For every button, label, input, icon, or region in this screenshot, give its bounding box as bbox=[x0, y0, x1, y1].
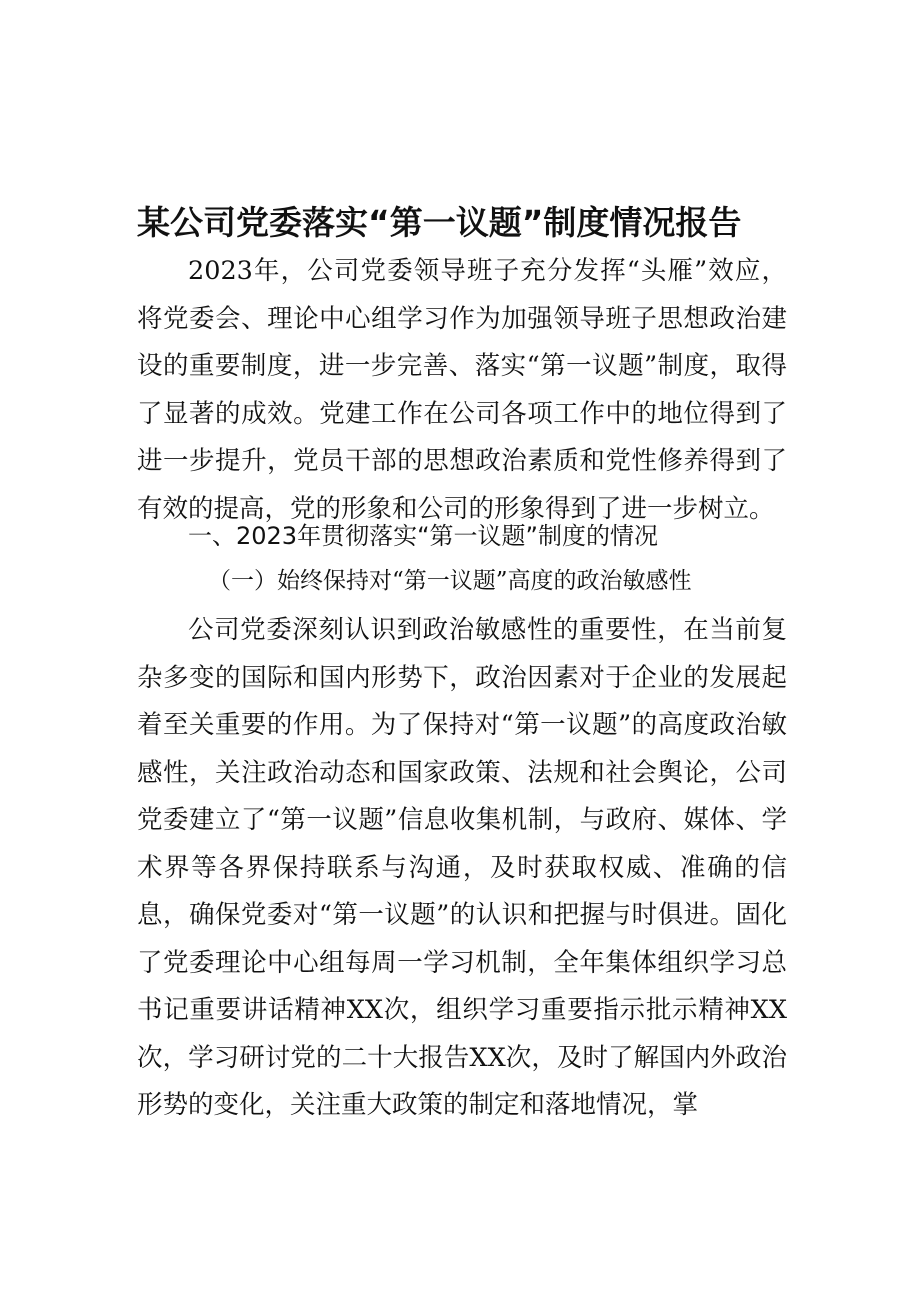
intro-paragraph: 2023年，公司党委领导班子充分发挥“头雁”效应，将党委会、理论中心组学习作为加强领导班子思想政治建设的重要制度，进一步完善、落实“第一议题”制度，取得了显著的成效。党建工作在公司各项工作中的地位得到了进一步提升，党员干部的思想政治素质和党性修养得到了有效的提高，党的形象和公司的形象得到了进一步树立。 bbox=[137, 256, 787, 524]
subsection-heading: （一）始终保持对“第一议题”高度的政治敏感性 bbox=[208, 568, 692, 594]
body-paragraph: 公司党委深刻认识到政治敏感性的重要性，在当前复杂多变的国际和国内形势下，政治因素对于企业的发展起着至关重要的作用。为了保持对“第一议题”的高度政治敏感性，关注政治动态和国家政策、法规和社会舆论，公司党委建立了“第一议题”信息收集机制，与政府、媒体、学术界等各界保持联系与沟通，及时获取权威、准确的信息，确保党委对“第一议题”的认识和把握与时俱进。固化了党委理论中心组每周一学习机制，全年集体组织学习总书记重要讲话精神XX次，组织学习重要指示批示精神XX次，学习研讨党的二十大报告XX次，及时了解国内外政治形势的变化，关注重大政策的制定和落地情况，掌 bbox=[137, 615, 787, 1120]
section-heading: 一、2023年贯彻落实“第一议题”制度的情况 bbox=[188, 522, 658, 550]
document-title: 某公司党委落实“第一议题”制度情况报告 bbox=[137, 203, 742, 242]
